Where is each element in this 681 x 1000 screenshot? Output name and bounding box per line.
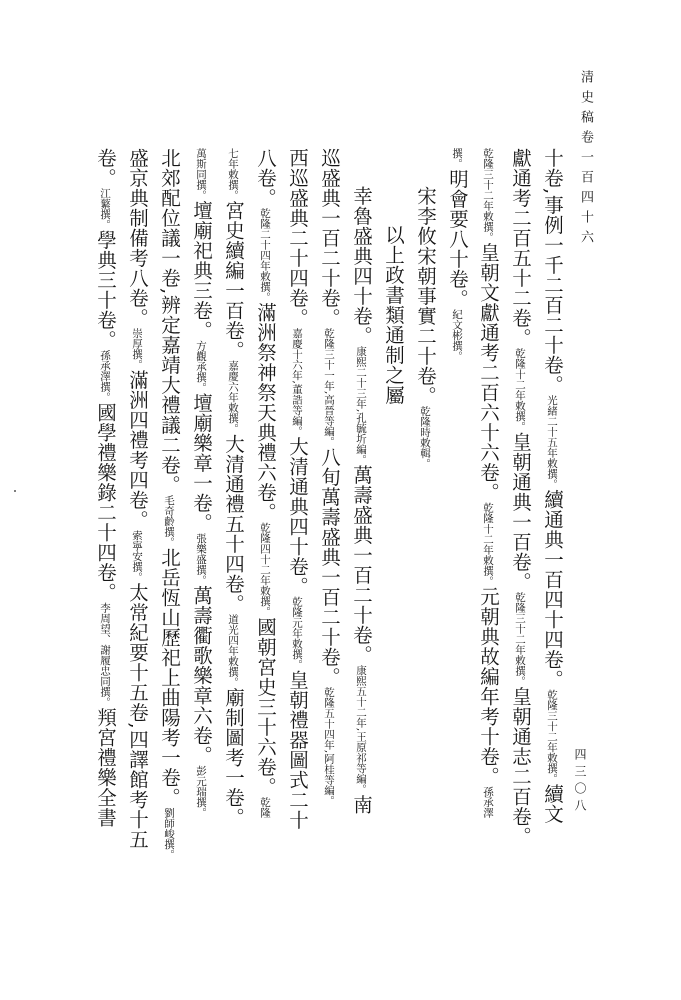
section-heading [381,225,405,455]
main-text: 國學禮樂錄二十四卷。 [94,402,117,603]
scan-speck [14,490,16,492]
annotation-note: 乾隆二十四年敕撰。 [259,208,271,303]
annotation-note: 康熙五十二年,王原祁等編。 [355,664,367,795]
text-column [476,148,500,908]
text-column [349,186,373,908]
annotation-note: 光緒二十五年敕撰。 [546,394,558,490]
text-column [125,148,149,908]
text-column [317,148,341,908]
annotation-note: 乾隆三十二年敕撰。 [514,592,526,687]
main-text: 大清通典四十卷。 [286,436,309,597]
annotation-note: 乾隆四十二年敕撰。 [259,522,271,617]
text-column [508,148,532,908]
text-column [253,148,277,908]
main-text: 萬壽衢歌樂章六卷。 [190,585,213,766]
main-text: 元朝典故編年考十卷。 [477,586,500,787]
main-text: 獻通考二百五十二卷。 [509,148,532,348]
annotation-note: 索寧安撰。 [131,530,143,583]
annotation-note: 乾隆三十一年,高晉等編。 [323,328,335,447]
main-text: 西巡盛典二十四卷。 [286,148,309,328]
annotation-note: 乾隆 [259,797,271,818]
main-text: 皇朝禮器圖式二十 [286,669,309,830]
annotation-note: 乾隆時敕輯。 [419,406,431,469]
text-column [157,148,181,908]
annotation-note: 乾隆五十四年,阿桂等編。 [323,686,335,806]
annotation-note: 江蘩撰。 [99,188,111,230]
annotation-note: 道光四年敕撰。 [227,614,239,688]
main-text: 皇朝文獻通考二百六十六卷。 [477,242,500,503]
main-text: 北郊配位議一卷,辨定嘉靖大禮議二卷。 [158,148,181,495]
annotation-note: 乾隆三十二年敕撰。 [482,148,494,243]
annotation-note: 張樂盛撰。 [195,533,207,586]
text-column [445,148,469,388]
page-number: 四三〇八 [573,748,587,816]
main-text: 宋李攸宋朝事實二十卷。 [414,186,437,406]
annotation-note: 毛奇齡撰。 [163,494,175,548]
main-text: 以上政書類通制之屬 [382,225,405,405]
main-text: 十卷,事例一千二百二十卷。 [541,148,564,395]
main-text: 宮史續編一百卷。 [222,200,245,361]
main-text: 滿洲四禮考四卷。 [126,370,149,530]
main-text: 壇廟樂章一卷。 [190,393,213,533]
annotation-note: 萬斯同撰。 [195,148,207,201]
main-text: 壇廟祀典三卷。 [190,200,213,341]
main-text: 明會要八十卷。 [446,169,469,309]
annotation-note: 崇厚撰。 [131,328,143,370]
main-text: 續通典一百四十四卷。 [541,489,564,690]
main-text: 八卷。 [254,148,277,208]
text-column [413,186,437,506]
annotation-note: 乾隆元年敕撰。 [291,596,303,670]
main-text: 廟制圖考一卷。 [222,687,245,828]
annotation-note: 乾隆三十二年敕撰。 [546,689,558,784]
main-text: 滿洲祭神祭天典禮六卷。 [254,302,277,523]
text-column [221,148,245,908]
main-text: 南 [350,794,373,815]
main-text: 國朝宮史三十六卷。 [254,617,277,797]
main-text: 盛京典制備考八卷。 [126,148,149,328]
main-text: 巡盛典一百二十卷。 [318,148,341,328]
main-text: 卷。 [94,148,117,188]
main-text: 太常紀要十五卷,四譯館考十五 [126,582,149,850]
main-text: 皇朝通志二百卷。 [509,686,532,847]
annotation-note: 康熙二十三年,孔毓圻編。 [355,346,367,465]
text-column [189,148,213,908]
annotation-note: 嘉慶六年敕撰。 [227,360,239,434]
text-column [285,148,309,908]
main-text: 幸魯盛典四十卷。 [350,186,373,346]
main-text: 皇朝通典一百卷。 [509,432,532,592]
text-column [93,148,117,908]
main-text: 萬壽盛典一百二十卷。 [350,464,373,665]
annotation-note: 孫承澤 [482,786,494,818]
annotation-note: 七年敕撰。 [227,148,239,201]
annotation-note: 孫承澤撰。 [99,350,111,403]
annotation-note: 方觀承撰。 [195,340,207,393]
annotation-note: 紀文彬撰。 [451,309,463,362]
text-column [540,148,564,908]
annotation-note: 乾隆十二年敕撰。 [482,502,494,587]
main-text: 頖宮禮樂全書 [94,707,117,828]
main-text: 大清通禮五十四卷。 [222,434,245,614]
main-text: 學典三十卷。 [94,230,117,350]
main-text: 續文 [541,783,564,824]
main-text: 八旬萬壽盛典一百二十卷。 [318,446,341,687]
annotation-note: 彭元瑞撰。 [195,765,207,818]
annotation-note: 李周望、謝履忠同撰。 [99,602,111,708]
annotation-note: 撰。 [451,148,463,169]
annotation-note: 嘉慶十六年,董誥等編。 [291,328,303,437]
running-head: 清史稿卷一百四十六 [578,70,593,250]
annotation-note: 劉師峻撰。 [163,807,175,860]
main-text: 北岳恆山歷祀上曲陽考一卷。 [158,547,181,808]
annotation-note: 乾隆十二年敕撰。 [514,348,526,432]
